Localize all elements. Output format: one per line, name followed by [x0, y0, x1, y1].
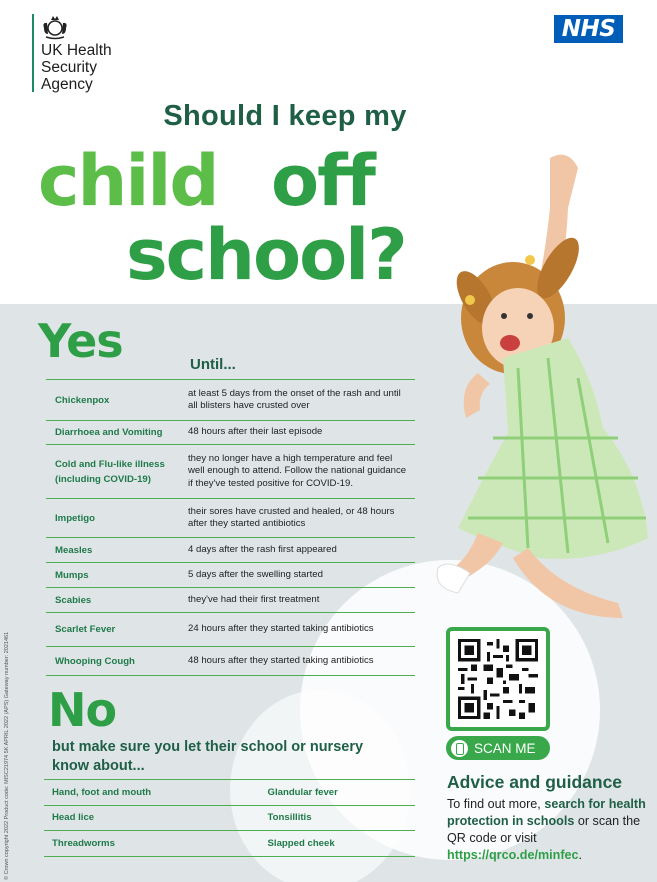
exclusion-rule: they've had their first treatment [188, 593, 320, 605]
nhs-logo: NHS [554, 15, 623, 43]
table-row [46, 538, 415, 563]
condition-name: Tonsillitis [267, 812, 312, 824]
table-row [46, 563, 415, 588]
qr-code-icon [458, 639, 538, 719]
condition-name: Chickenpox [55, 394, 110, 406]
condition-name: Threadworms [52, 837, 115, 849]
scan-me-button[interactable] [446, 736, 550, 760]
table-row [46, 647, 415, 676]
exclusion-rule: they no longer have a high temperature and feel well enough to attend. Follow the national guidance if they've tested positive for COVID-19. [188, 452, 407, 489]
advice-middle: or scan the QR code or visit [447, 814, 641, 845]
condition-name: Hand, foot and mouth [52, 786, 152, 798]
no-table [44, 779, 415, 857]
qr-code[interactable] [446, 627, 550, 731]
condition-name: Cold and Flu-like illness (including COVID-19) [55, 458, 165, 485]
condition-name: Scarlet Fever [55, 624, 116, 635]
advice-link[interactable]: https://qrco.de/minfec [447, 848, 579, 862]
scan-me-label: SCAN ME [474, 740, 536, 756]
no-subheading: but make sure you let their school or nursery know about... [52, 739, 364, 774]
table-row [44, 831, 415, 857]
jumping-girl-illustration [418, 148, 657, 628]
table-row [44, 806, 415, 832]
phone-icon [451, 740, 468, 757]
copyright-credit: © Crown copyright 2022 Product code: MISC21974 5K APRIL 2022 (APS) Gateway number: 2021461 [4, 631, 10, 880]
table-row [46, 613, 415, 647]
condition-name: Measles [55, 544, 93, 556]
headline-question: Should I keep my [163, 100, 407, 132]
condition-name: Impetigo [55, 512, 95, 524]
condition-name: Whooping Cough [55, 655, 135, 667]
exclusion-rule: 48 hours after they started taking antibiotics [188, 654, 374, 666]
table-row [46, 445, 415, 499]
condition-name: Head lice [52, 812, 95, 824]
condition-name: Slapped cheek [267, 837, 335, 849]
table-row [44, 780, 415, 806]
headline-word-school: school? [126, 214, 406, 296]
yes-table [46, 379, 415, 676]
condition-name: Mumps [55, 569, 89, 581]
table-row [46, 421, 415, 445]
headline-word-off: off [271, 140, 374, 222]
table-row [46, 588, 415, 613]
royal-crest-icon [40, 14, 70, 40]
logo-bar [32, 14, 34, 92]
org-name: UK Health Security Agency [41, 42, 112, 93]
no-heading: No [48, 683, 117, 737]
advice-search-terms: search for health protection in schools [447, 797, 646, 828]
advice-text [447, 796, 647, 864]
advice-title: Advice and guidance [447, 772, 623, 792]
headline-word-child: child [38, 140, 218, 222]
table-row [46, 380, 415, 421]
condition-name: Diarrhoea and Vomiting [55, 427, 163, 438]
yes-heading: Yes [38, 314, 123, 368]
ukhsa-logo [32, 14, 141, 93]
until-label: Until... [190, 356, 236, 373]
condition-name: Glandular fever [267, 786, 338, 798]
advice-suffix: . [578, 848, 583, 862]
exclusion-rule: at least 5 days from the onset of the rash and until all blisters have crusted over [188, 387, 401, 411]
exclusion-rule: 5 days after the swelling started [188, 568, 323, 580]
condition-name: Scabies [55, 594, 92, 606]
exclusion-rule: 24 hours after they started taking antibiotics [188, 623, 374, 635]
advice-prefix: To find out more, [447, 797, 541, 811]
table-row [46, 499, 415, 538]
exclusion-rule: 48 hours after their last episode [188, 426, 323, 438]
exclusion-rule: 4 days after the rash first appeared [188, 543, 337, 555]
exclusion-rule: their sores have crusted and healed, or 48 hours after they started antibiotics [188, 505, 395, 529]
